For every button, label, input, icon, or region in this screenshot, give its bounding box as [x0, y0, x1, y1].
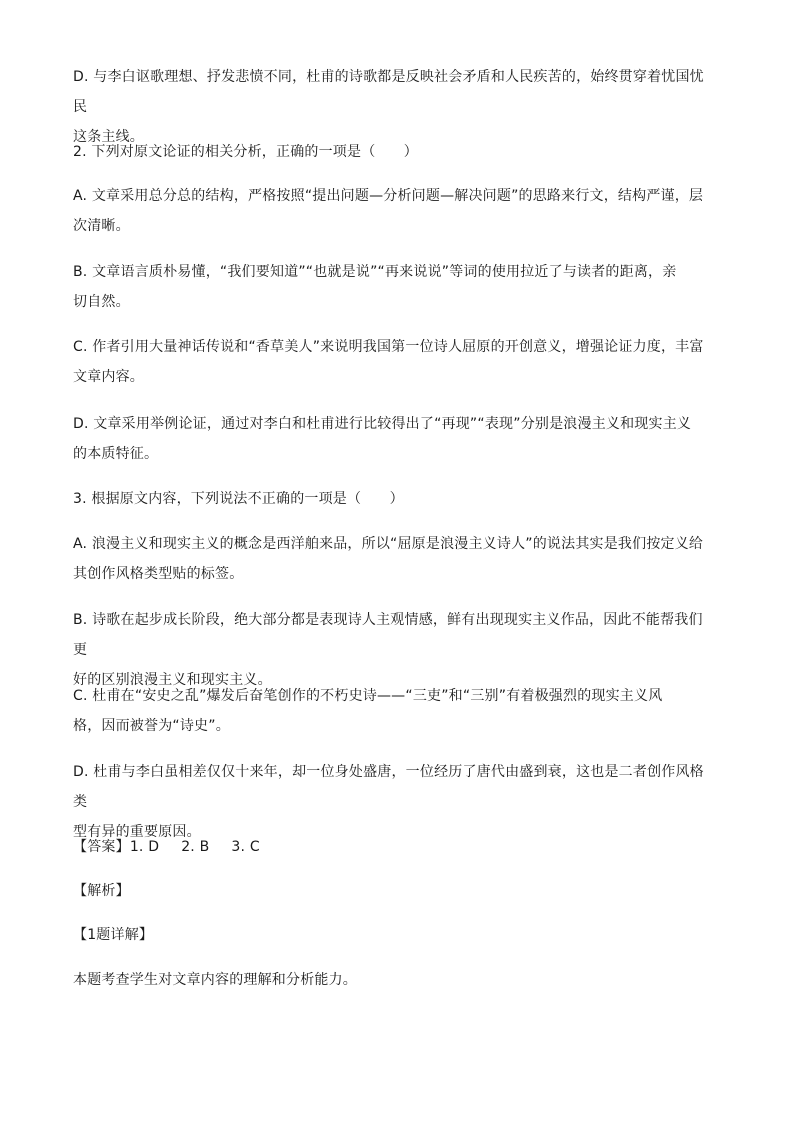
q2-option-a-line2: 次清晰。	[73, 218, 130, 234]
q2-option-d-line2: 的本质特征。	[73, 446, 159, 462]
answer-line	[73, 832, 713, 862]
q2-option-a	[73, 181, 713, 241]
q3-option-b-line2: 好的区别浪漫主义和现实主义。	[73, 672, 272, 688]
q1-option-d-line1: D. 与李白讴歌理想、抒发悲愤不同，杜甫的诗歌都是反映社会矛盾和人民疾苦的，始终贯穿着忧国忧民	[73, 69, 704, 115]
q2-option-c-line1: C. 作者引用大量神话传说和“香草美人”来说明我国第一位诗人屈原的开创意义，增强论证力度，丰富	[73, 339, 704, 355]
q2-option-c-line2: 文章内容。	[73, 369, 144, 385]
analysis-text: 本题考查学生对文章内容的理解和分析能力。	[73, 972, 357, 988]
q3-option-a-line2: 其创作风格类型贴的标签。	[73, 566, 244, 582]
q3-option-d-line2: 型有异的重要原因。	[73, 824, 201, 840]
analysis-sub-label: 【1题详解】	[73, 927, 154, 943]
analysis-label: 【解析】	[73, 883, 130, 899]
answer-label: 【答案】	[73, 839, 130, 855]
answer-3: 3. C	[231, 839, 260, 855]
q3-option-b-line1: B. 诗歌在起步成长阶段，绝大部分都是表现诗人主观情感，鲜有出现现实主义作品，因此不能帮我们更	[73, 612, 703, 658]
q3-option-c-line1: C. 杜甫在“安史之乱”爆发后奋笔创作的不朽史诗——“三吏”和“三别”有着极强烈的现实主义风	[73, 688, 663, 704]
q1-option-d-line2: 这条主线。	[73, 129, 144, 145]
q3-option-d-line1: D. 杜甫与李白虽相差仅仅十来年，却一位身处盛唐，一位经历了唐代由盛到衰，这也是二者创作风格类	[73, 764, 704, 810]
q2-option-d	[73, 409, 713, 469]
q2-stem: 2. 下列对原文论证的相关分析，正确的一项是（ ）	[73, 144, 419, 160]
q3-option-c-line2: 格，因而被誉为“诗史”。	[73, 718, 230, 734]
q2-option-b-line1: B. 文章语言质朴易懂，“我们要知道”“也就是说”“再来说说”等词的使用拉近了与读者的距离，亲	[73, 264, 677, 280]
q3-option-a-line1: A. 浪漫主义和现实主义的概念是西洋舶来品，所以“屈原是浪漫主义诗人”的说法其实是我们按定义给	[73, 536, 704, 552]
q2-option-d-line1: D. 文章采用举例论证，通过对李白和杜甫进行比较得出了“再现”“表现”分别是浪漫主义和现实主义	[73, 416, 692, 432]
q2-option-b-line2: 切自然。	[73, 294, 130, 310]
answer-2: 2. B	[181, 839, 210, 855]
q3-option-a	[73, 529, 713, 589]
q2-option-c	[73, 332, 713, 392]
q2-option-a-line1: A. 文章采用总分总的结构，严格按照“提出问题—分析问题—解决问题”的思路来行文，结构严谨，层	[73, 188, 704, 204]
q3-option-c	[73, 681, 713, 741]
answer-1: 1. D	[129, 839, 160, 855]
q3-stem: 3. 根据原文内容，下列说法不正确的一项是（ ）	[73, 491, 404, 507]
q2-option-b	[73, 257, 713, 317]
